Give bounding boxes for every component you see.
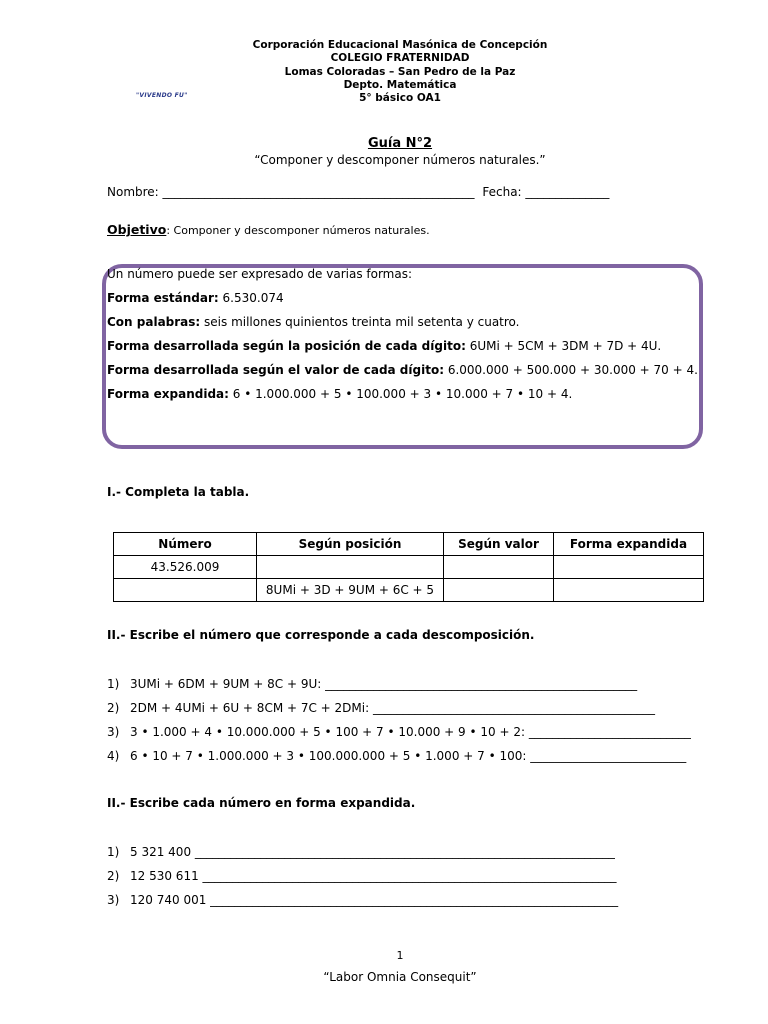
table-cell[interactable]: [554, 556, 704, 579]
objective-text: : Componer y descomponer números naturales.: [166, 224, 430, 237]
item-text: 3 • 1.000 + 4 • 10.000.000 + 5 • 100 + 7 • 10.000 + 9 • 10 + 2:: [130, 725, 529, 739]
table-cell: 43.526.009: [114, 556, 257, 579]
list-item: [107, 701, 655, 715]
section3-title: II.- Escribe cada número en forma expandida.: [107, 796, 416, 810]
standard-value: 6.530.074: [218, 291, 284, 305]
position-label: Forma desarrollada según la posición de cada dígito:: [107, 339, 466, 353]
words-label: Con palabras:: [107, 315, 201, 329]
item-number: 2): [107, 869, 120, 883]
table-header: Según posición: [257, 533, 444, 556]
box-expanded: [107, 386, 572, 402]
header-line-1: Corporación Educacional Masónica de Concepción: [252, 39, 548, 51]
words-value: seis millones quinientos treinta mil setenta y cuatro.: [200, 315, 520, 329]
box-words: [107, 314, 520, 330]
list-item: [107, 677, 637, 691]
list-item: [107, 725, 691, 739]
answer-blank[interactable]: ______________________________________________________________________: [194, 845, 615, 859]
footer-motto: “Labor Omnia Consequit”: [323, 970, 477, 984]
header-line-2: COLEGIO FRATERNIDAD: [330, 52, 470, 65]
table-row: [114, 579, 704, 602]
value-label: Forma desarrollada según el valor de cada dígito:: [107, 363, 444, 377]
expanded-label: Forma expandida:: [107, 387, 229, 401]
section1-title: I.- Completa la tabla.: [107, 485, 250, 499]
header-line-3: Lomas Coloradas – San Pedro de la Paz: [284, 65, 516, 78]
table-cell[interactable]: [444, 556, 554, 579]
date-field[interactable]: ______________: [525, 185, 610, 199]
name-field[interactable]: ____________________________________________________: [162, 185, 475, 199]
table-row: [114, 556, 704, 579]
objective-label: Objetivo: [107, 222, 167, 237]
table-cell[interactable]: [444, 579, 554, 602]
table-cell[interactable]: [257, 556, 444, 579]
page-title: Guía N°2: [367, 136, 433, 151]
expanded-value: 6 • 1.000.000 + 5 • 100.000 + 3 • 10.000 + 7 • 10 + 4.: [228, 387, 573, 401]
box-standard: [107, 290, 284, 306]
school-logo: "VIVENDO FU": [136, 92, 188, 99]
list-item: [107, 869, 617, 883]
name-date-line: [107, 185, 609, 199]
answer-blank[interactable]: _____________________________________________________________________: [202, 869, 617, 883]
header-line-4: Depto. Matemática: [343, 78, 457, 91]
table-header: Número: [114, 533, 257, 556]
list-item: [107, 749, 686, 763]
answer-blank[interactable]: ___________________________: [528, 725, 691, 739]
name-label: Nombre:: [107, 185, 163, 199]
page-number: 1: [396, 949, 404, 962]
position-value: 6UMi + 5CM + 3DM + 7D + 4U.: [465, 339, 662, 353]
box-intro: Un número puede ser expresado de varias formas:: [107, 267, 413, 281]
table-cell: 8UMi + 3D + 9UM + 6C + 5: [257, 579, 444, 602]
item-number: 4): [107, 749, 120, 763]
item-number: 3): [107, 893, 120, 907]
item-text: 12 530 611: [130, 869, 203, 883]
answer-blank[interactable]: ____________________________________________________________________: [210, 893, 619, 907]
date-label: Fecha:: [482, 185, 526, 199]
item-text: 6 • 10 + 7 • 1.000.000 + 3 • 100.000.000 + 5 • 1.000 + 7 • 100:: [130, 749, 531, 763]
standard-label: Forma estándar:: [107, 291, 219, 305]
section1-table: [113, 532, 704, 602]
page-subtitle: “Componer y descomponer números naturales.”: [254, 153, 546, 167]
item-number: 1): [107, 845, 120, 859]
item-text: 120 740 001: [130, 893, 211, 907]
answer-blank[interactable]: __________________________: [530, 749, 687, 763]
table-cell[interactable]: [114, 579, 257, 602]
item-number: 3): [107, 725, 120, 739]
objective: [107, 219, 430, 238]
item-text: 3UMi + 6DM + 9UM + 8C + 9U:: [130, 677, 326, 691]
header-line-5: 5° básico OA1: [359, 92, 441, 105]
value-value: 6.000.000 + 500.000 + 30.000 + 70 + 4.: [444, 363, 698, 377]
item-text: 5 321 400: [130, 845, 195, 859]
box-position: [107, 338, 661, 354]
school-header: [0, 39, 768, 105]
list-item: [107, 893, 618, 907]
item-number: 1): [107, 677, 120, 691]
table-header: Según valor: [444, 533, 554, 556]
answer-blank[interactable]: ____________________________________________________: [325, 677, 638, 691]
box-value: [107, 362, 698, 378]
answer-blank[interactable]: _______________________________________________: [372, 701, 655, 715]
section2-title: II.- Escribe el número que corresponde a cada descomposición.: [107, 628, 535, 642]
table-cell[interactable]: [554, 579, 704, 602]
item-number: 2): [107, 701, 120, 715]
table-header: Forma expandida: [554, 533, 704, 556]
table-header-row: [114, 533, 704, 556]
item-text: 2DM + 4UMi + 6U + 8CM + 7C + 2DMi:: [130, 701, 373, 715]
list-item: [107, 845, 615, 859]
